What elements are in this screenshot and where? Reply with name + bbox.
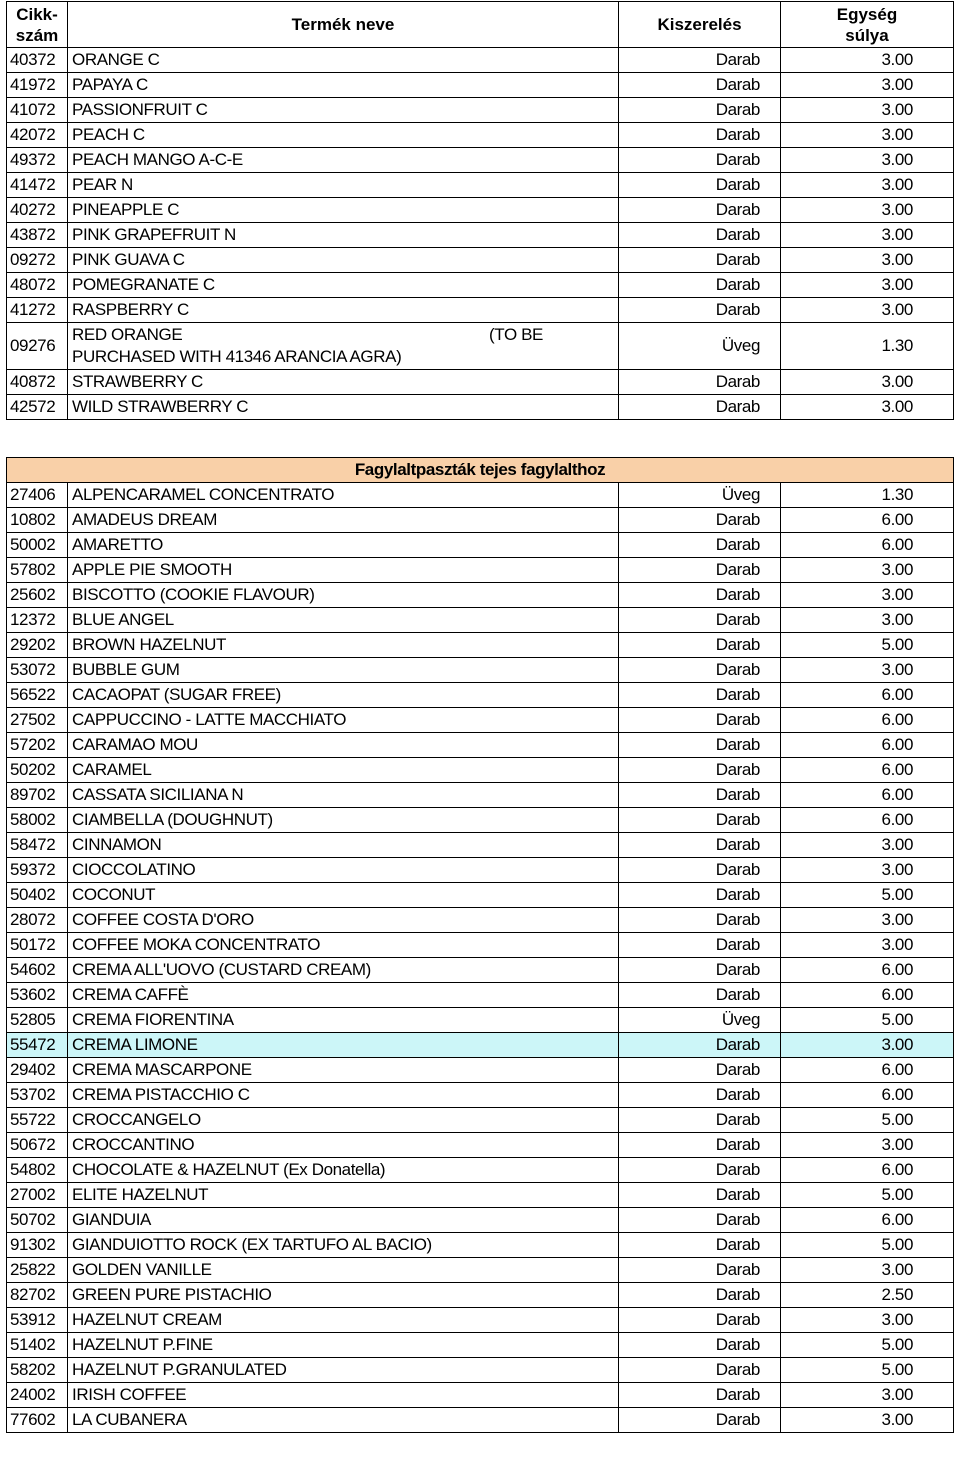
row-code: 56522 [7,683,68,708]
header-weight: Egység súlya [781,2,954,48]
row-name: BISCOTTO (COOKIE FLAVOUR) [68,583,619,608]
row-name: PASSIONFRUIT C [68,98,619,123]
row-unit: Darab [619,633,781,658]
row-name: CARAMAO MOU [68,733,619,758]
row-name: STRAWBERRY C [68,370,619,395]
row-weight: 6.00 [781,1208,954,1233]
row-name: CASSATA SICILIANA N [68,783,619,808]
row-name: PEAR N [68,173,619,198]
row-name: COFFEE MOKA CONCENTRATO [68,933,619,958]
row-code: 59372 [7,858,68,883]
row-weight: 3.00 [781,1383,954,1408]
row-code: 52805 [7,1008,68,1033]
row-name: GREEN PURE PISTACHIO [68,1283,619,1308]
table-row [7,983,954,1008]
table-row [7,1383,954,1408]
row-name: HAZELNUT P.GRANULATED [68,1358,619,1383]
header-name: Termék neve [68,2,619,48]
table-row [7,658,954,683]
table-row [7,908,954,933]
row-weight: 3.00 [781,1133,954,1158]
row-name: COCONUT [68,883,619,908]
row-unit: Darab [619,1208,781,1233]
row-weight: 3.00 [781,298,954,323]
row-unit: Darab [619,98,781,123]
row-name: PINK GUAVA C [68,248,619,273]
row-weight: 3.00 [781,273,954,298]
row-name: POMEGRANATE C [68,273,619,298]
row-unit: Darab [619,1358,781,1383]
row-weight: 3.00 [781,148,954,173]
row-unit: Darab [619,1158,781,1183]
row-code: 50172 [7,933,68,958]
row-unit: Darab [619,73,781,98]
row-unit: Darab [619,1383,781,1408]
table-row [7,633,954,658]
row-unit: Darab [619,983,781,1008]
row-weight: 3.00 [781,123,954,148]
row-name: LA CUBANERA [68,1408,619,1433]
row-weight: 1.30 [781,323,954,370]
table-row [7,533,954,558]
table-row [7,223,954,248]
row-unit: Darab [619,1083,781,1108]
row-code: 09276 [7,323,68,370]
row-unit: Darab [619,1283,781,1308]
table-row [7,1033,954,1058]
table-row [7,483,954,508]
row-name: BUBBLE GUM [68,658,619,683]
table-row [7,198,954,223]
row-unit: Darab [619,123,781,148]
row-weight: 5.00 [781,883,954,908]
row-code: 24002 [7,1383,68,1408]
row-code: 09272 [7,248,68,273]
table-row [7,958,954,983]
table-row [7,1233,954,1258]
row-unit: Darab [619,958,781,983]
row-code: 55472 [7,1033,68,1058]
row-unit: Darab [619,708,781,733]
row-weight: 6.00 [781,958,954,983]
row-unit: Darab [619,658,781,683]
table-row [7,708,954,733]
row-weight: 6.00 [781,533,954,558]
row-unit: Darab [619,1183,781,1208]
row-code: 50672 [7,1133,68,1158]
table-row [7,273,954,298]
row-name: BROWN HAZELNUT [68,633,619,658]
row-code: 57202 [7,733,68,758]
row-name: CAPPUCCINO - LATTE MACCHIATO [68,708,619,733]
row-name: ALPENCARAMEL CONCENTRATO [68,483,619,508]
row-code: 28072 [7,908,68,933]
row-code: 53702 [7,1083,68,1108]
row-code: 50702 [7,1208,68,1233]
row-name: CREMA CAFFÈ [68,983,619,1008]
row-name: CIAMBELLA (DOUGHNUT) [68,808,619,833]
product-table-top [6,1,954,420]
row-code: 41472 [7,173,68,198]
row-unit: Darab [619,248,781,273]
row-code: 48072 [7,273,68,298]
row-weight: 3.00 [781,1408,954,1433]
row-weight: 3.00 [781,908,954,933]
row-weight: 5.00 [781,1183,954,1208]
row-name-line1: RED ORANGE [72,325,183,344]
row-name: RASPBERRY C [68,298,619,323]
row-code: 10802 [7,508,68,533]
section-header-row [7,458,954,483]
row-unit: Darab [619,395,781,420]
row-weight: 6.00 [781,758,954,783]
table-row [7,933,954,958]
table-row [7,1108,954,1133]
table-row [7,1008,954,1033]
row-code: 27502 [7,708,68,733]
row-unit: Darab [619,173,781,198]
row-code: 50402 [7,883,68,908]
table-row [7,883,954,908]
row-code: 50202 [7,758,68,783]
row-unit: Darab [619,858,781,883]
row-unit: Darab [619,783,781,808]
table-row [7,858,954,883]
row-unit: Darab [619,370,781,395]
row-weight: 6.00 [781,708,954,733]
row-unit: Üveg [619,1008,781,1033]
row-code: 41272 [7,298,68,323]
table-row [7,248,954,273]
row-code: 89702 [7,783,68,808]
row-name: GIANDUIA [68,1208,619,1233]
row-name: CREMA PISTACCHIO C [68,1083,619,1108]
row-unit: Darab [619,833,781,858]
row-weight: 3.00 [781,395,954,420]
row-name: BLUE ANGEL [68,608,619,633]
row-weight: 3.00 [781,98,954,123]
table-row [7,148,954,173]
table-row [7,123,954,148]
row-name: GIANDUIOTTO ROCK (EX TARTUFO AL BACIO) [68,1233,619,1258]
row-weight: 5.00 [781,1008,954,1033]
table-row [7,683,954,708]
row-weight: 2.50 [781,1283,954,1308]
row-name: PINEAPPLE C [68,198,619,223]
table-row [7,608,954,633]
row-weight: 3.00 [781,48,954,73]
row-name: CREMA ALL'UOVO (CUSTARD CREAM) [68,958,619,983]
table-body-top-end [7,370,954,420]
row-weight: 3.00 [781,858,954,883]
table-row [7,370,954,395]
row-code: 50002 [7,533,68,558]
row-code: 54802 [7,1158,68,1183]
row-unit: Darab [619,733,781,758]
row-weight: 6.00 [781,1083,954,1108]
row-code: 53602 [7,983,68,1008]
row-name: CREMA MASCARPONE [68,1058,619,1083]
row-unit: Darab [619,298,781,323]
row-code: 77602 [7,1408,68,1433]
table-row [7,783,954,808]
row-unit: Darab [619,808,781,833]
table-row [7,98,954,123]
row-weight: 3.00 [781,248,954,273]
row-name: CROCCANTINO [68,1133,619,1158]
row-name: APPLE PIE SMOOTH [68,558,619,583]
row-code: 41072 [7,98,68,123]
row-unit: Darab [619,1133,781,1158]
row-code: 29402 [7,1058,68,1083]
row-unit: Darab [619,148,781,173]
row-unit: Darab [619,758,781,783]
table-row [7,1083,954,1108]
row-weight: 5.00 [781,633,954,658]
row-weight: 3.00 [781,1033,954,1058]
row-unit: Darab [619,1108,781,1133]
header-code: Cikk- szám [7,2,68,48]
row-name: PEACH MANGO A-C-E [68,148,619,173]
row-name: CIOCCOLATINO [68,858,619,883]
row-unit: Darab [619,273,781,298]
table-body-section [7,483,954,1433]
row-weight: 3.00 [781,198,954,223]
row-weight: 3.00 [781,608,954,633]
row-name: CACAOPAT (SUGAR FREE) [68,683,619,708]
row-code: 27002 [7,1183,68,1208]
row-name: GOLDEN VANILLE [68,1258,619,1283]
row-weight: 6.00 [781,733,954,758]
row-unit: Darab [619,223,781,248]
row-code: 58472 [7,833,68,858]
table-row [7,1258,954,1283]
table-row [7,73,954,98]
row-weight: 5.00 [781,1333,954,1358]
table-header [7,2,954,48]
row-weight: 6.00 [781,808,954,833]
row-code: 58002 [7,808,68,833]
row-code: 27406 [7,483,68,508]
row-code: 25822 [7,1258,68,1283]
product-table-section [6,457,954,1433]
row-unit: Darab [619,533,781,558]
row-name: HAZELNUT P.FINE [68,1333,619,1358]
table-row [7,395,954,420]
table-row [7,298,954,323]
row-name: CREMA FIORENTINA [68,1008,619,1033]
row-weight: 5.00 [781,1233,954,1258]
row-code: 57802 [7,558,68,583]
row-unit: Darab [619,48,781,73]
row-weight: 3.00 [781,933,954,958]
row-code: 49372 [7,148,68,173]
table-row [7,1133,954,1158]
table-row [7,1408,954,1433]
row-code: 51402 [7,1333,68,1358]
table-row [7,48,954,73]
row-name: CINNAMON [68,833,619,858]
row-unit: Darab [619,933,781,958]
row-code: 55722 [7,1108,68,1133]
table-row [7,833,954,858]
table-row [7,173,954,198]
row-weight: 3.00 [781,833,954,858]
row-weight: 5.00 [781,1108,954,1133]
header-unit: Kiszerelés [619,2,781,48]
row-weight: 6.00 [781,508,954,533]
row-weight: 5.00 [781,1358,954,1383]
row-weight: 6.00 [781,1158,954,1183]
row-name [68,323,619,370]
row-name: HAZELNUT CREAM [68,1308,619,1333]
row-name: IRISH COFFEE [68,1383,619,1408]
table-row [7,1183,954,1208]
table-row [7,1158,954,1183]
row-unit: Darab [619,1333,781,1358]
row-weight: 3.00 [781,558,954,583]
row-code: 41972 [7,73,68,98]
row-name: CHOCOLATE & HAZELNUT (Ex Donatella) [68,1158,619,1183]
table-row [7,508,954,533]
row-weight: 3.00 [781,658,954,683]
row-name: CREMA LIMONE [68,1033,619,1058]
row-name-line1-tail: (TO BE [489,325,543,344]
table-row [7,1333,954,1358]
row-weight: 3.00 [781,73,954,98]
row-unit: Darab [619,1233,781,1258]
table-row [7,558,954,583]
row-unit: Üveg [619,323,781,370]
row-unit: Darab [619,908,781,933]
row-name-line2: PURCHASED WITH 41346 ARANCIA AGRA) [72,347,402,366]
row-unit: Darab [619,883,781,908]
row-weight: 6.00 [781,783,954,808]
row-code: 53072 [7,658,68,683]
row-weight: 6.00 [781,683,954,708]
row-unit: Üveg [619,483,781,508]
row-code: 42572 [7,395,68,420]
row-name: CROCCANGELO [68,1108,619,1133]
row-code: 40872 [7,370,68,395]
row-code: 43872 [7,223,68,248]
row-weight: 3.00 [781,223,954,248]
row-weight: 3.00 [781,1258,954,1283]
row-weight: 1.30 [781,483,954,508]
row-name: PEACH C [68,123,619,148]
row-unit: Darab [619,1033,781,1058]
row-weight: 6.00 [781,983,954,1008]
row-weight: 3.00 [781,1308,954,1333]
table-row [7,808,954,833]
table-body-top [7,48,954,323]
table-row [7,1358,954,1383]
row-code: 82702 [7,1283,68,1308]
row-unit: Darab [619,198,781,223]
section-title: Fagylaltpaszták tejes fagylalthoz [7,458,954,483]
table-row [7,323,954,370]
row-unit: Darab [619,583,781,608]
row-weight: 6.00 [781,1058,954,1083]
row-unit: Darab [619,1408,781,1433]
table-row [7,1283,954,1308]
row-code: 29202 [7,633,68,658]
row-code: 40372 [7,48,68,73]
row-unit: Darab [619,683,781,708]
row-unit: Darab [619,1308,781,1333]
table-row [7,1058,954,1083]
row-name: ORANGE C [68,48,619,73]
row-name: PINK GRAPEFRUIT N [68,223,619,248]
row-weight: 3.00 [781,370,954,395]
row-name: COFFEE COSTA D'ORO [68,908,619,933]
row-unit: Darab [619,508,781,533]
row-unit: Darab [619,558,781,583]
row-unit: Darab [619,1058,781,1083]
row-weight: 3.00 [781,173,954,198]
table-row [7,583,954,608]
row-code: 54602 [7,958,68,983]
row-code: 91302 [7,1233,68,1258]
row-name: CARAMEL [68,758,619,783]
row-name: AMARETTO [68,533,619,558]
row-unit: Darab [619,608,781,633]
row-name: WILD STRAWBERRY C [68,395,619,420]
row-code: 40272 [7,198,68,223]
row-weight: 3.00 [781,583,954,608]
row-name: AMADEUS DREAM [68,508,619,533]
row-code: 53912 [7,1308,68,1333]
table-row [7,1208,954,1233]
row-code: 58202 [7,1358,68,1383]
row-name: ELITE HAZELNUT [68,1183,619,1208]
row-code: 42072 [7,123,68,148]
row-unit: Darab [619,1258,781,1283]
table-row [7,758,954,783]
table-row [7,1308,954,1333]
row-code: 12372 [7,608,68,633]
table-row [7,733,954,758]
row-code: 25602 [7,583,68,608]
row-name: PAPAYA C [68,73,619,98]
